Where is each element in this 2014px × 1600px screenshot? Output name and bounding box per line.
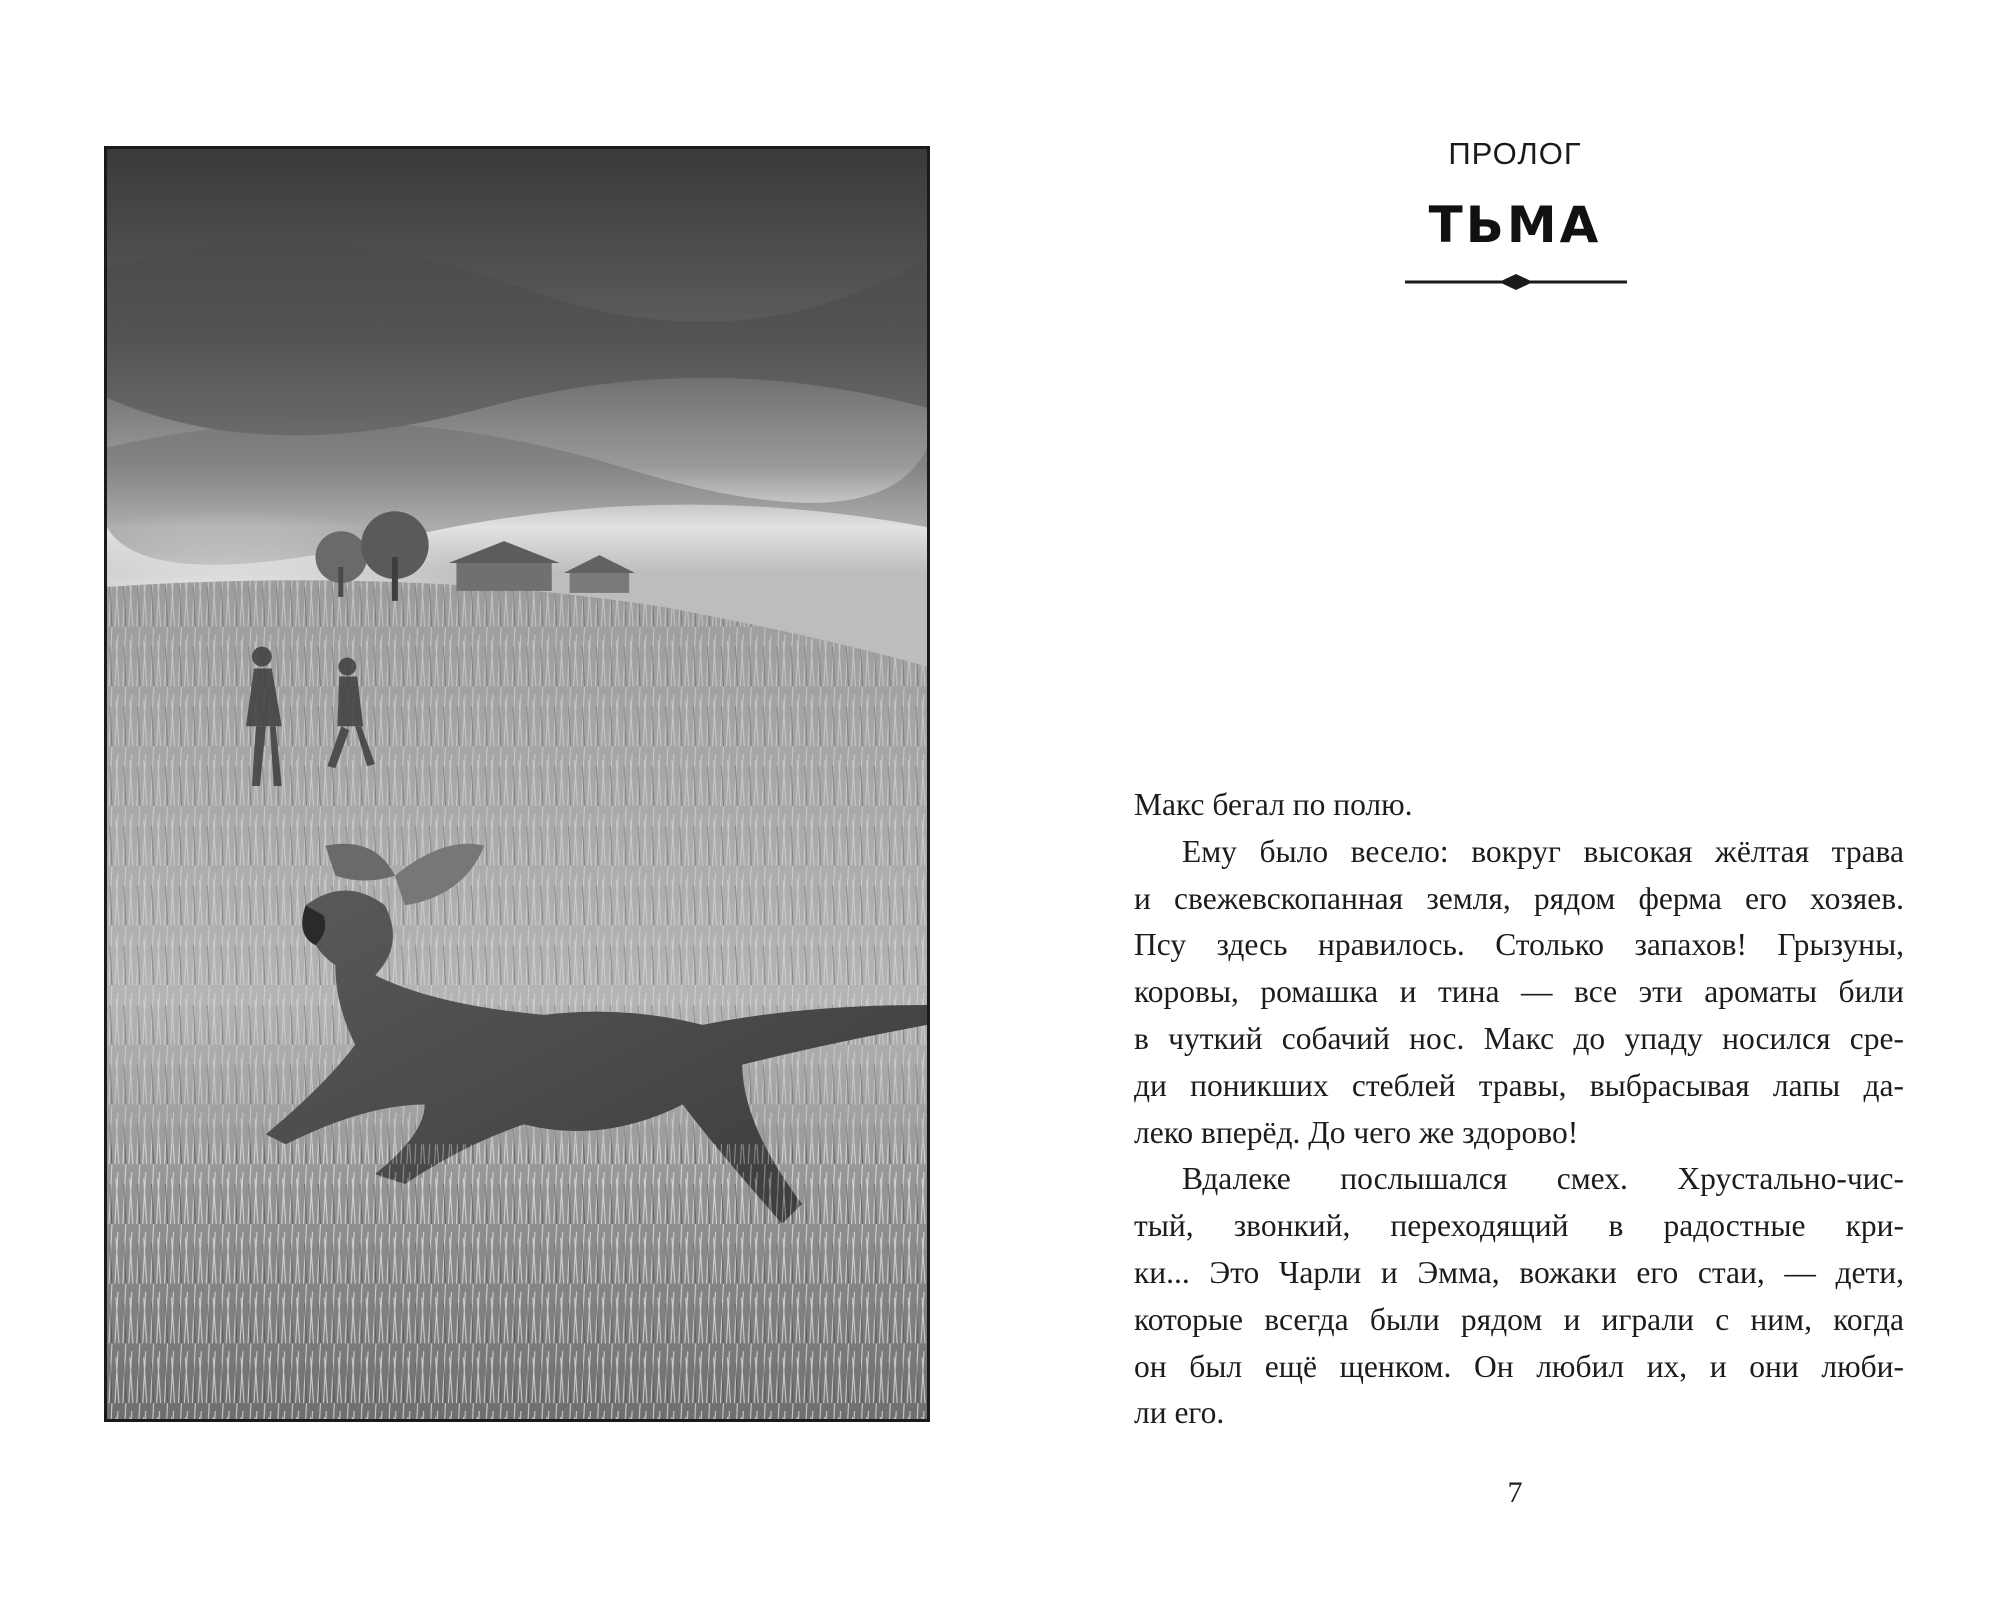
divider-ornament [1405,270,1627,294]
text-line: Вдалеке послышался смех. Хрустально-чис- [1182,1161,1904,1197]
paragraph-3 [1134,1156,1904,1437]
text-line: и свежевскопанная земля, рядом ферма его хозяев. [1134,880,1904,916]
text-line: Псу здесь нравилось. Столько запахов! Грызуны, [1134,927,1904,963]
text-line: Макс бегал по полю. [1134,787,1413,822]
text-line: Ему было весело: вокруг высокая жёлтая трава [1182,833,1904,869]
text-line: тый, звонкий, переходящий в радостные кри- [1134,1208,1904,1244]
paragraph-1 [1134,782,1904,829]
text-line: ли его. [1134,1395,1225,1431]
page-number: 7 [1507,1476,1523,1509]
text-line: леко вперёд. До чего же здорово! [1134,1114,1579,1150]
paragraph-2 [1134,829,1904,1157]
text-line: которые всегда были рядом и играли с ним, когда [1134,1301,1904,1337]
illustration-dog-in-field [104,146,930,1422]
text-line: коровы, ромашка и тина — все эти ароматы били [1134,974,1904,1010]
text-line: ки... Это Чарли и Эмма, вожаки его стаи, — дети, [1134,1254,1904,1290]
text-line: он был ещё щенком. Он любил их, и они люби- [1134,1348,1904,1384]
illustration-svg [107,149,927,1419]
text-line: ди поникших стеблей травы, выбрасывая лапы да- [1134,1067,1904,1103]
chapter-label: ПРОЛОГ [1448,136,1582,171]
ornament-diamond-icon [1405,270,1627,294]
chapter-title: ТЬМА [1428,196,1602,254]
body-text [1134,782,1904,1437]
text-line: в чуткий собачий нос. Макс до упаду носился сре- [1134,1020,1904,1056]
